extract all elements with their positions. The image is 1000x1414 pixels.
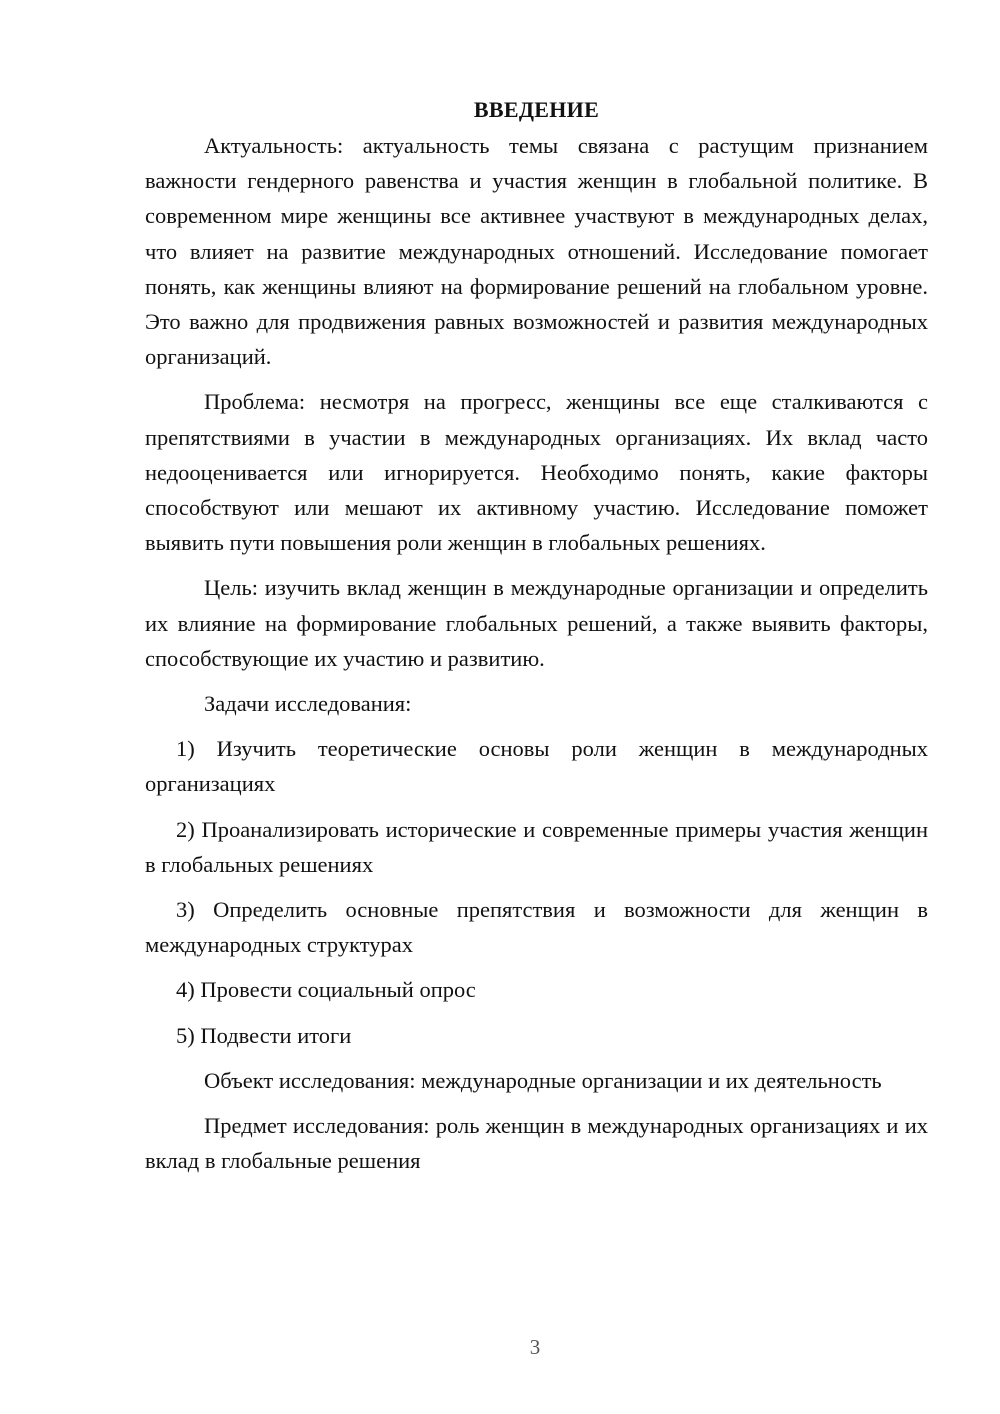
relevance-paragraph: Актуальность: актуальность темы связана с растущим признанием важности гендерного равенства и участия женщин в глобальной политике. В современном мире женщины все активнее участвуют в международных делах, что влияет на развитие международных отношений. Исследование помогает понять, как женщины влияют на формирование решений на глобальном уровне. Это важно для продвижения равных возможностей и развития международных организаций. bbox=[145, 133, 928, 370]
task-item: 2) Проанализировать исторические и современные примеры участия женщин в глобальных решениях bbox=[145, 816, 928, 877]
problem-paragraph: Проблема: несмотря на прогресс, женщины все еще сталкиваются с препятствиями в участии в международных организациях. Их вклад часто недооценивается или игнорируется. Необходимо понять, какие факторы способствуют или мешают их активному участию. Исследование поможет выявить пути повышения роли женщин в глобальных решениях. bbox=[145, 389, 928, 556]
goal-paragraph: Цель: изучить вклад женщин в международные организации и определить их влияние на формирование глобальных решений, а также выявить факторы, способствующие их участию и развитию. bbox=[145, 575, 928, 671]
task-item: 3) Определить основные препятствия и возможности для женщин в международных структурах bbox=[145, 897, 928, 958]
document-page bbox=[145, 94, 928, 1178]
object-paragraph: Объект исследования: международные организации и их деятельность bbox=[204, 1067, 882, 1093]
section-title: ВВЕДЕНИЕ bbox=[473, 97, 600, 122]
subject-paragraph: Предмет исследования: роль женщин в международных организациях и их вклад в глобальные решения bbox=[145, 1113, 928, 1174]
task-item: 4) Провести социальный опрос bbox=[176, 977, 476, 1003]
task-item: 1) Изучить теоретические основы роли женщин в международных организациях bbox=[145, 736, 928, 797]
tasks-heading: Задачи исследования: bbox=[204, 691, 412, 717]
task-item: 5) Подвести итоги bbox=[176, 1022, 352, 1048]
page-number: 3 bbox=[529, 1335, 541, 1359]
